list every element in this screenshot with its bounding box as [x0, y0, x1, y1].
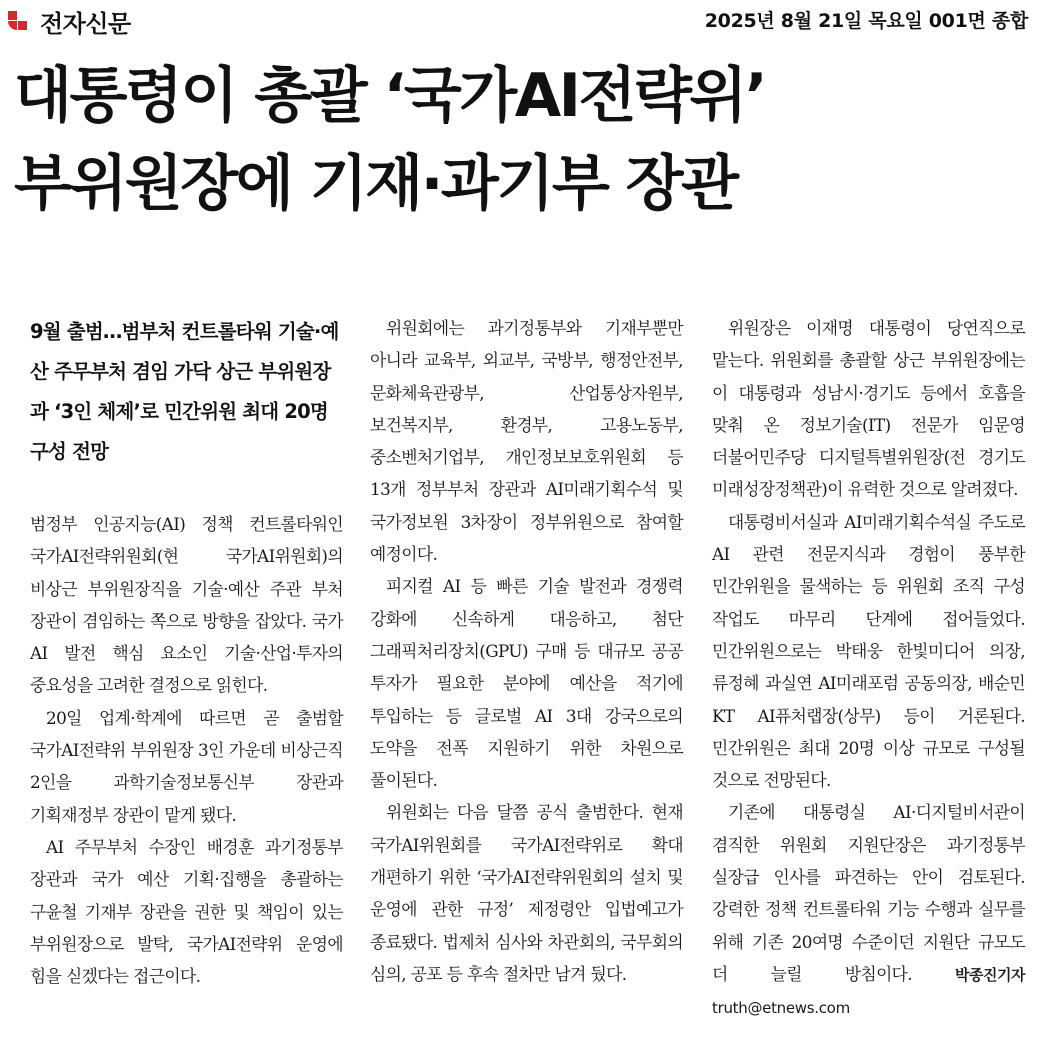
article-column-3	[712, 312, 1025, 1025]
subheadline: 9월 출범…범부처 컨트롤타워 기술·예산 주무부처 겸임 가닥 상근 부위원장과 ‘3인 체제’로 민간위원 최대 20명 구성 전망	[30, 320, 339, 463]
paragraph-3: AI 주무부처 수장인 배경훈 과기정통부 장관과 국가 예산 기획·집행을 총괄하는 구윤철 기재부 장관을 권한 및 책임이 있는 부위원장으로 발탁, 국가AI전략위 운영에 힘을 싣겠다는 접근이다.	[30, 836, 343, 987]
paragraph-9	[712, 796, 1025, 1024]
byline-email[interactable]: truth@etnews.com	[712, 999, 850, 1018]
paragraph-2: 20일 업계·학계에 따르면 곧 출범할 국가AI전략위 부위원장 3인 가운데 비상근직 2인을 과학기술정보통신부 장관과 기획재정부 장관이 맡게 됐다.	[30, 707, 343, 825]
paragraph-4: 위원회에는 과기정통부와 기재부뿐만 아니라 교육부, 외교부, 국방부, 행정안전부, 문화체육관광부, 산업통상자원부, 보건복지부, 환경부, 고용노동부, 중소벤처기업부, 개인정보보호위원회 등 13개 정부부처 장관과 AI미래기획수석 및 국가정보원 3차장이 정부위원으로 참여할 예정이다.	[370, 318, 683, 565]
paragraph-1: 범정부 인공지능(AI) 정책 컨트롤타워인 국가AI전략위원회(현 국가AI위원회)의 비상근 부위원장직을 기술·예산 주관 부처 장관이 겸임하는 쪽으로 방향을 잡았다. 국가 AI 발전 핵심 요소인 기술·산업·투자의 중요성을 고려한 결정으로 읽힌다.	[30, 514, 343, 696]
newspaper-logo	[8, 4, 131, 39]
paragraph-6: 위원회는 다음 달쯤 공식 출범한다. 현재 국가AI위원회를 국가AI전략위로 확대 개편하기 위한 ‘국가AI전략위원회의 설치 및 운영에 관한 규정’ 제정령안 입법예고가 종료됐다. 법제처 심사와 차관회의, 국무회의 심의, 공포 등 후속 절차만 남겨 뒀다.	[370, 802, 683, 984]
logo-text: 전자신문	[40, 10, 131, 38]
paragraph-9-text: 기존에 대통령실 AI·디지털비서관이 겸직한 위원회 지원단장은 과기정통부 실장급 인사를 파견하는 안이 검토된다. 강력한 정책 컨트롤타워 기능 수행과 실무를 위해 기존 20여명 수준이던 지원단 규모도 더 늘릴 방침이다.	[712, 802, 1025, 984]
article-column-1	[30, 312, 343, 992]
headline-line-1: 대통령이 총괄 ‘국가AI전략위’	[14, 61, 766, 131]
dateline: 2025년 8월 21일 목요일 001면 종합	[704, 10, 1028, 32]
headline-line-2: 부위원장에 기재·과기부 장관	[14, 149, 737, 219]
article-column-2	[370, 312, 683, 990]
logo-mark-icon	[8, 9, 34, 35]
paragraph-8: 대통령비서실과 AI미래기획수석실 주도로 AI 관련 전문지식과 경험이 풍부한 민간위원을 물색하는 등 위원회 조직 구성 작업도 마무리 단계에 접어들었다. 민간위원으로는 박태웅 한빛미디어 의장, 류정혜 과실연 AI미래포럼 공동의장, 배순민 KT AI퓨처랩장(상무) 등이 거론된다. 민간위원은 최대 20명 이상 규모로 구성될 것으로 전망된다.	[712, 511, 1025, 791]
byline-name: 박종진기자	[955, 965, 1025, 984]
paragraph-7: 위원장은 이재명 대통령이 당연직으로 맡는다. 위원회를 총괄할 상근 부위원장에는 이 대통령과 성남시·경기도 등에서 호흡을 맞춰 온 정보기술(IT) 전문가 임문영 더불어민주당 디지털특별위원장(전 경기도 미래성장정책관)이 유력한 것으로 알려졌다.	[712, 318, 1025, 500]
paragraph-5: 피지컬 AI 등 빠른 기술 발전과 경쟁력 강화에 신속하게 대응하고, 첨단 그래픽처리장치(GPU) 구매 등 대규모 공공 투자가 필요한 분야에 예산을 적기에 투입하는 등 글로벌 AI 3대 강국으로의 도약을 전폭 지원하기 위한 차원으로 풀이된다.	[370, 576, 683, 791]
masthead	[0, 0, 1040, 40]
headline	[14, 52, 1024, 228]
